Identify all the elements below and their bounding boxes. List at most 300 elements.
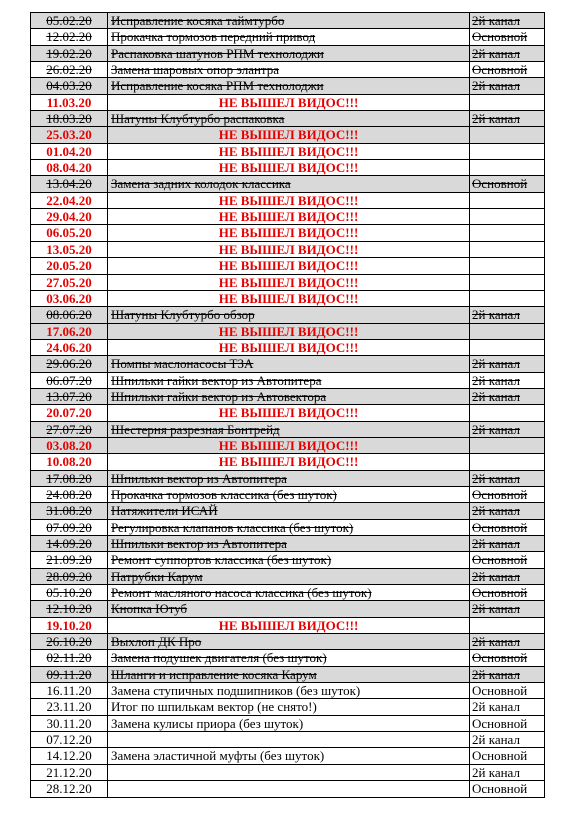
channel-cell: [470, 46, 545, 61]
channel-cell: [470, 160, 545, 175]
table-row: [31, 78, 545, 94]
table-row: [31, 373, 545, 389]
video-title-cell: [108, 422, 470, 437]
video-title-cell: [108, 291, 470, 306]
video-title-cell: [108, 487, 470, 502]
channel-name: 2й канал: [472, 666, 520, 682]
channel-name: 2й канал: [472, 356, 520, 372]
channel-cell: [470, 29, 545, 44]
channel-cell: [470, 127, 545, 142]
channel-name: Основной: [472, 715, 528, 731]
table-row: [31, 160, 545, 176]
channel-cell: [470, 569, 545, 584]
table-row: [31, 46, 545, 62]
video-title-cell: [108, 471, 470, 486]
release-date: 17.06.20: [46, 323, 92, 339]
channel-name: 2й канал: [472, 764, 520, 780]
channel-cell: [470, 683, 545, 698]
channel-cell: [470, 176, 545, 191]
table-row: [31, 95, 545, 111]
video-title: НЕ ВЫШЕЛ ВИДОС!!!: [218, 437, 359, 453]
table-row: [31, 29, 545, 45]
video-title-cell: [108, 438, 470, 453]
date-cell: [31, 275, 108, 290]
release-date: 10.08.20: [46, 454, 92, 470]
video-title: Замена эластичной муфты (без шуток): [111, 748, 325, 764]
release-date: 29.06.20: [46, 356, 92, 372]
channel-name: 2й канал: [472, 111, 520, 127]
channel-cell: [470, 618, 545, 633]
date-cell: [31, 618, 108, 633]
date-cell: [31, 389, 108, 404]
video-title-cell: [108, 454, 470, 469]
channel-cell: [470, 422, 545, 437]
channel-cell: [470, 699, 545, 714]
release-date: 02.11.20: [46, 650, 92, 666]
video-title-cell: [108, 585, 470, 600]
release-date: 17.08.20: [46, 470, 92, 486]
video-title: Натяжители ИСАЙ: [111, 503, 218, 519]
release-date: 21.12.20: [46, 764, 92, 780]
video-title-cell: [108, 95, 470, 110]
video-title-cell: [108, 569, 470, 584]
date-cell: [31, 732, 108, 747]
date-cell: [31, 160, 108, 175]
release-date: 22.04.20: [46, 192, 92, 208]
channel-cell: [470, 307, 545, 322]
release-date: 21.09.20: [46, 552, 92, 568]
channel-name: Основной: [472, 62, 528, 78]
channel-cell: [470, 667, 545, 682]
release-date: 03.08.20: [46, 437, 92, 453]
video-title-cell: [108, 144, 470, 159]
table-row: [31, 176, 545, 192]
channel-cell: [470, 291, 545, 306]
release-date: 12.02.20: [46, 29, 92, 45]
date-cell: [31, 650, 108, 665]
date-cell: [31, 569, 108, 584]
video-title-cell: [108, 716, 470, 731]
video-title: НЕ ВЫШЕЛ ВИДОС!!!: [218, 94, 359, 110]
release-date: 28.09.20: [46, 568, 92, 584]
release-date: 24.06.20: [46, 339, 92, 355]
video-title-cell: [108, 683, 470, 698]
date-cell: [31, 454, 108, 469]
video-title: Замена задних колодок классика: [111, 176, 291, 192]
date-cell: [31, 699, 108, 714]
channel-cell: [470, 520, 545, 535]
video-title-cell: [108, 62, 470, 77]
channel-name: Основной: [472, 781, 528, 797]
channel-name: Основной: [472, 585, 528, 601]
channel-cell: [470, 373, 545, 388]
video-title-cell: [108, 307, 470, 322]
date-cell: [31, 242, 108, 257]
channel-cell: [470, 225, 545, 240]
table-row: [31, 569, 545, 585]
date-cell: [31, 46, 108, 61]
channel-cell: [470, 62, 545, 77]
video-title-cell: [108, 78, 470, 93]
video-title: НЕ ВЫШЕЛ ВИДОС!!!: [218, 290, 359, 306]
table-row: [31, 324, 545, 340]
channel-name: 2й канал: [472, 421, 520, 437]
table-row: [31, 601, 545, 617]
channel-name: 2й канал: [472, 470, 520, 486]
video-title: Распаковка шатунов РПМ технолоджи: [111, 45, 324, 61]
video-title: Шланги и исправление косяка Карум: [111, 666, 317, 682]
channel-cell: [470, 765, 545, 780]
video-title: НЕ ВЫШЕЛ ВИДОС!!!: [218, 241, 359, 257]
video-title: Прокачка тормозов передний привод: [111, 29, 316, 45]
video-title-cell: [108, 781, 470, 796]
release-date: 08.04.20: [46, 160, 92, 176]
channel-cell: [470, 601, 545, 616]
video-title-cell: [108, 160, 470, 175]
channel-cell: [470, 275, 545, 290]
channel-cell: [470, 732, 545, 747]
channel-cell: [470, 95, 545, 110]
channel-cell: [470, 111, 545, 126]
table-row: [31, 618, 545, 634]
video-title-cell: [108, 209, 470, 224]
table-row: [31, 307, 545, 323]
date-cell: [31, 716, 108, 731]
video-title: Прокачка тормозов классика (без шуток): [111, 486, 337, 502]
video-title-cell: [108, 536, 470, 551]
release-date: 08.06.20: [46, 307, 92, 323]
channel-name: 2й канал: [472, 699, 520, 715]
release-date: 20.05.20: [46, 258, 92, 274]
channel-cell: [470, 585, 545, 600]
date-cell: [31, 634, 108, 649]
video-title: Итог по шпилькам вектор (не снято!): [111, 699, 317, 715]
release-date: 01.04.20: [46, 143, 92, 159]
table-row: [31, 62, 545, 78]
date-cell: [31, 324, 108, 339]
channel-cell: [470, 13, 545, 28]
date-cell: [31, 340, 108, 355]
table-row: [31, 781, 545, 797]
video-title: Ремонт суппортов классика (без шуток): [111, 552, 332, 568]
video-title-cell: [108, 618, 470, 633]
release-date: 29.04.20: [46, 209, 92, 225]
release-date: 09.11.20: [46, 666, 92, 682]
video-title-cell: [108, 258, 470, 273]
release-date: 31.08.20: [46, 503, 92, 519]
video-title-cell: [108, 324, 470, 339]
channel-name: 2й канал: [472, 372, 520, 388]
release-date: 27.07.20: [46, 421, 92, 437]
table-row: [31, 503, 545, 519]
channel-name: 2й канал: [472, 307, 520, 323]
channel-name: Основной: [472, 650, 528, 666]
release-date: 19.10.20: [46, 617, 92, 633]
release-date: 11.03.20: [46, 94, 92, 110]
date-cell: [31, 78, 108, 93]
channel-cell: [470, 716, 545, 731]
video-title-cell: [108, 13, 470, 28]
video-title: Шпильки гайки вектор из Автовектора: [111, 388, 327, 404]
table-row: [31, 193, 545, 209]
table-row: [31, 683, 545, 699]
channel-cell: [470, 487, 545, 502]
channel-name: Основной: [472, 683, 528, 699]
channel-cell: [470, 634, 545, 649]
date-cell: [31, 356, 108, 371]
date-cell: [31, 373, 108, 388]
date-cell: [31, 536, 108, 551]
video-title-cell: [108, 127, 470, 142]
video-title: Ремонт масляного насоса классика (без шуток): [111, 585, 372, 601]
channel-name: 2й канал: [472, 634, 520, 650]
release-date: 20.07.20: [46, 405, 92, 421]
date-cell: [31, 258, 108, 273]
video-title-cell: [108, 356, 470, 371]
release-date: 23.11.20: [46, 699, 92, 715]
release-date: 14.12.20: [46, 748, 92, 764]
table-row: [31, 356, 545, 372]
channel-cell: [470, 536, 545, 551]
release-date: 04.03.20: [46, 78, 92, 94]
video-title-cell: [108, 650, 470, 665]
release-date: 16.11.20: [46, 683, 92, 699]
channel-cell: [470, 258, 545, 273]
video-title-cell: [108, 765, 470, 780]
channel-cell: [470, 781, 545, 796]
table-row: [31, 454, 545, 470]
video-title-cell: [108, 520, 470, 535]
channel-name: 2й канал: [472, 45, 520, 61]
release-date: 13.04.20: [46, 176, 92, 192]
video-title-cell: [108, 275, 470, 290]
video-title: Кнопка Ютуб: [111, 601, 188, 617]
video-title-cell: [108, 111, 470, 126]
video-title: Шатуны Клубтурбо распаковка: [111, 111, 285, 127]
video-title-cell: [108, 373, 470, 388]
table-row: [31, 716, 545, 732]
release-date: 05.10.20: [46, 585, 92, 601]
video-title: НЕ ВЫШЕЛ ВИДОС!!!: [218, 617, 359, 633]
video-title: НЕ ВЫШЕЛ ВИДОС!!!: [218, 454, 359, 470]
video-title-cell: [108, 601, 470, 616]
channel-cell: [470, 78, 545, 93]
channel-cell: [470, 340, 545, 355]
channel-name: Основной: [472, 552, 528, 568]
channel-cell: [470, 503, 545, 518]
video-title: Замена подушек двигателя (без шуток): [111, 650, 327, 666]
video-title: НЕ ВЫШЕЛ ВИДОС!!!: [218, 339, 359, 355]
date-cell: [31, 111, 108, 126]
date-cell: [31, 225, 108, 240]
video-title-cell: [108, 176, 470, 191]
release-date: 18.03.20: [46, 111, 92, 127]
date-cell: [31, 405, 108, 420]
channel-cell: [470, 471, 545, 486]
table-row: [31, 667, 545, 683]
channel-cell: [470, 650, 545, 665]
video-title: Выхлоп ДК Про: [111, 634, 202, 650]
video-title: Шпильки гайки вектор из Автопитера: [111, 372, 322, 388]
video-title: НЕ ВЫШЕЛ ВИДОС!!!: [218, 274, 359, 290]
date-cell: [31, 471, 108, 486]
date-cell: [31, 748, 108, 763]
video-title: НЕ ВЫШЕЛ ВИДОС!!!: [218, 405, 359, 421]
channel-name: 2й канал: [472, 601, 520, 617]
table-row: [31, 291, 545, 307]
video-title: Патрубки Карум: [111, 568, 203, 584]
channel-cell: [470, 748, 545, 763]
video-title-cell: [108, 242, 470, 257]
channel-name: 2й канал: [472, 732, 520, 748]
video-title: Исправление косяка таймтурбо: [111, 13, 285, 28]
video-title: Шпильки вектор из Автопитера: [111, 536, 287, 551]
video-title: НЕ ВЫШЕЛ ВИДОС!!!: [218, 127, 359, 143]
release-date: 19.02.20: [46, 45, 92, 61]
table-row: [31, 13, 545, 29]
channel-name: 2й канал: [472, 536, 520, 551]
date-cell: [31, 585, 108, 600]
video-title-cell: [108, 405, 470, 420]
date-cell: [31, 683, 108, 698]
video-title-cell: [108, 46, 470, 61]
date-cell: [31, 601, 108, 616]
date-cell: [31, 29, 108, 44]
date-cell: [31, 193, 108, 208]
video-title: Шпильки вектор из Автопитера: [111, 470, 287, 486]
video-title: Замена ступичных подшипников (без шуток): [111, 683, 361, 699]
date-cell: [31, 209, 108, 224]
channel-name: 2й канал: [472, 568, 520, 584]
video-title-cell: [108, 552, 470, 567]
release-date: 07.12.20: [46, 732, 92, 748]
release-date: 03.06.20: [46, 290, 92, 306]
date-cell: [31, 422, 108, 437]
table-row: [31, 487, 545, 503]
table-row: [31, 634, 545, 650]
channel-name: Основной: [472, 486, 528, 502]
release-date: 07.09.20: [46, 519, 92, 535]
date-cell: [31, 438, 108, 453]
channel-cell: [470, 324, 545, 339]
table-row: [31, 111, 545, 127]
table-row: [31, 471, 545, 487]
table-row: [31, 127, 545, 143]
release-date: 26.10.20: [46, 634, 92, 650]
release-date: 13.05.20: [46, 241, 92, 257]
video-title-cell: [108, 340, 470, 355]
video-title: НЕ ВЫШЕЛ ВИДОС!!!: [218, 192, 359, 208]
table-row: [31, 699, 545, 715]
table-row: [31, 275, 545, 291]
date-cell: [31, 520, 108, 535]
channel-name: 2й канал: [472, 503, 520, 519]
video-title-cell: [108, 225, 470, 240]
video-title: Шестерня разрезная Бонтрейд: [111, 421, 280, 437]
date-cell: [31, 667, 108, 682]
table-row: [31, 585, 545, 601]
table-row: [31, 520, 545, 536]
video-title: Замена шаровых опор элантра: [111, 62, 280, 78]
channel-cell: [470, 209, 545, 224]
channel-cell: [470, 552, 545, 567]
release-date: 06.05.20: [46, 225, 92, 241]
table-row: [31, 552, 545, 568]
table-row: [31, 389, 545, 405]
date-cell: [31, 503, 108, 518]
channel-name: Основной: [472, 176, 528, 192]
video-title: Замена кулисы приора (без шуток): [111, 715, 304, 731]
date-cell: [31, 552, 108, 567]
release-date: 27.05.20: [46, 274, 92, 290]
channel-cell: [470, 144, 545, 159]
video-title: Регулировка клапанов классика (без шуток): [111, 519, 354, 535]
video-title-cell: [108, 503, 470, 518]
date-cell: [31, 781, 108, 796]
schedule-table: [30, 12, 545, 798]
channel-name: Основной: [472, 519, 528, 535]
video-title: НЕ ВЫШЕЛ ВИДОС!!!: [218, 160, 359, 176]
channel-name: Основной: [472, 29, 528, 45]
release-date: 13.07.20: [46, 388, 92, 404]
release-date: 24.08.20: [46, 486, 92, 502]
release-date: 26.02.20: [46, 62, 92, 78]
channel-name: Основной: [472, 748, 528, 764]
video-title-cell: [108, 699, 470, 714]
channel-name: 2й канал: [472, 388, 520, 404]
table-row: [31, 536, 545, 552]
video-title: Шатуны Клубтурбо обзор: [111, 307, 255, 323]
date-cell: [31, 127, 108, 142]
video-title-cell: [108, 748, 470, 763]
channel-name: 2й канал: [472, 78, 520, 94]
date-cell: [31, 307, 108, 322]
channel-name: 2й канал: [472, 13, 520, 28]
table-row: [31, 422, 545, 438]
video-title: НЕ ВЫШЕЛ ВИДОС!!!: [218, 225, 359, 241]
table-row: [31, 144, 545, 160]
date-cell: [31, 487, 108, 502]
release-date: 12.10.20: [46, 601, 92, 617]
video-title-cell: [108, 29, 470, 44]
video-title-cell: [108, 732, 470, 747]
video-title: Исправление косяка РПМ технолоджи: [111, 78, 324, 94]
date-cell: [31, 176, 108, 191]
video-title-cell: [108, 634, 470, 649]
video-title-cell: [108, 389, 470, 404]
date-cell: [31, 95, 108, 110]
channel-cell: [470, 405, 545, 420]
channel-cell: [470, 438, 545, 453]
table-row: [31, 340, 545, 356]
table-row: [31, 748, 545, 764]
channel-cell: [470, 242, 545, 257]
table-row: [31, 650, 545, 666]
channel-cell: [470, 454, 545, 469]
video-title: НЕ ВЫШЕЛ ВИДОС!!!: [218, 323, 359, 339]
channel-cell: [470, 193, 545, 208]
table-row: [31, 438, 545, 454]
table-row: [31, 225, 545, 241]
date-cell: [31, 765, 108, 780]
table-row: [31, 405, 545, 421]
date-cell: [31, 291, 108, 306]
channel-cell: [470, 356, 545, 371]
release-date: 05.02.20: [46, 13, 92, 28]
video-title-cell: [108, 667, 470, 682]
video-title: Помпы маслонасосы ТЗА: [111, 356, 254, 372]
table-row: [31, 209, 545, 225]
